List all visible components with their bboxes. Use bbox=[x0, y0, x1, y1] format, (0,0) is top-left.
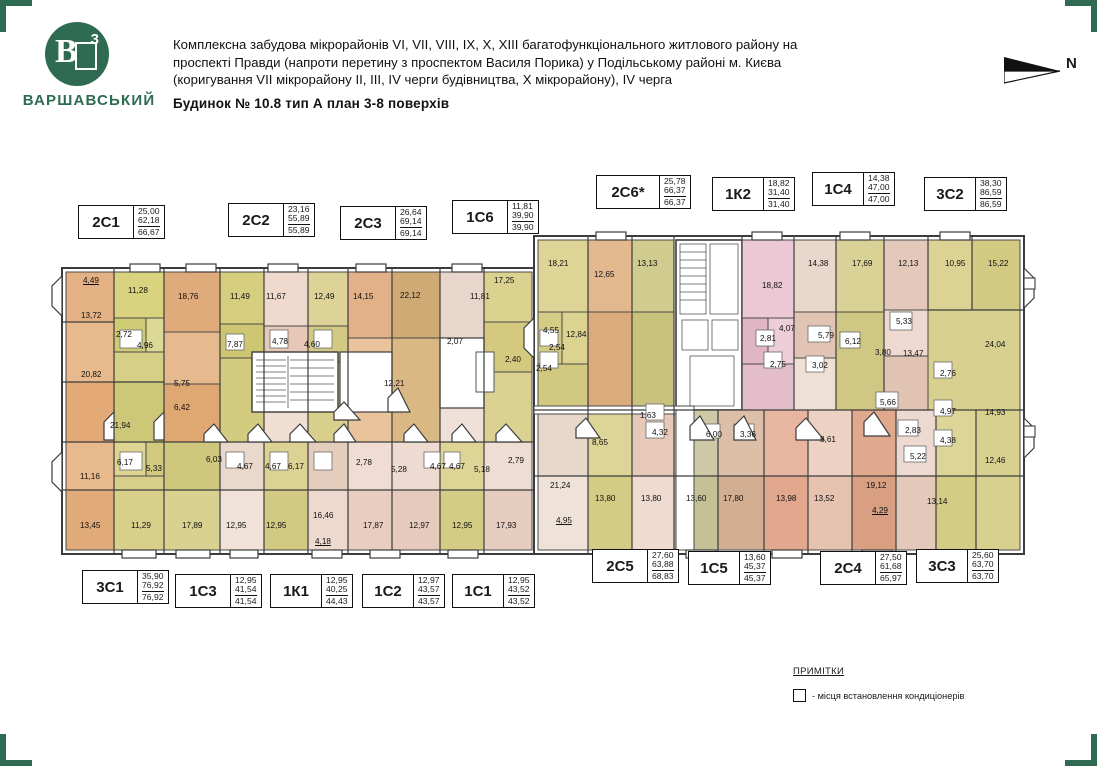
room-dimension: 12,13 bbox=[898, 259, 919, 268]
apartment-area-value: 12,97 bbox=[418, 575, 440, 585]
apartment-label-2с3 bbox=[340, 206, 427, 240]
apartment-area-value: 18,82 bbox=[768, 178, 790, 188]
room-dimension: 6,03 bbox=[206, 455, 222, 464]
room-dimension: 2,75 bbox=[770, 360, 786, 369]
apartment-area-value: 76,92 bbox=[142, 580, 164, 591]
room-dimension: 24,04 bbox=[985, 340, 1006, 349]
apartment-label-1с5 bbox=[688, 551, 771, 585]
apartment-code: 1С2 bbox=[362, 574, 414, 608]
room-dimension: 5,28 bbox=[391, 465, 407, 474]
apartment-code: 3С2 bbox=[924, 177, 976, 211]
apartment-area-value: 43,52 bbox=[508, 595, 530, 606]
apartment-code: 2С6* bbox=[596, 175, 660, 209]
room-dimension: 13,60 bbox=[686, 494, 707, 503]
apartment-area-value: 47,00 bbox=[868, 193, 890, 204]
apartment-label-3с1 bbox=[82, 570, 169, 604]
apartment-area-value: 25,78 bbox=[664, 176, 686, 186]
room-dimension: 5,18 bbox=[474, 465, 490, 474]
room-dimension: 13,98 bbox=[776, 494, 797, 503]
notes-title: ПРИМІТКИ bbox=[793, 666, 845, 677]
room-dimension: 12,46 bbox=[985, 456, 1006, 465]
room-dimension: 13,52 bbox=[814, 494, 835, 503]
room-dimension: 12,49 bbox=[314, 292, 335, 301]
apartment-label-1к1 bbox=[270, 574, 353, 608]
room-dimension: 18,21 bbox=[548, 259, 569, 268]
apartment-label-3с2 bbox=[924, 177, 1007, 211]
apartment-label-2с1 bbox=[78, 205, 165, 239]
apartment-area-value: 66,37 bbox=[664, 185, 686, 196]
room-dimension: 2,07 bbox=[447, 337, 463, 346]
room-dimension: 14,93 bbox=[985, 408, 1006, 417]
room-dimension: 3,36 bbox=[740, 430, 756, 439]
apartment-areas bbox=[138, 570, 169, 604]
apartment-label-1с3 bbox=[175, 574, 262, 608]
apartment-label-2с6star bbox=[596, 175, 691, 209]
room-dimension: 4,32 bbox=[652, 428, 668, 437]
apartment-code: 2С1 bbox=[78, 205, 134, 239]
apartment-area-value: 13,60 bbox=[744, 552, 766, 562]
room-dimension: 11,49 bbox=[230, 292, 250, 301]
apartment-area-value: 12,95 bbox=[508, 575, 530, 585]
apartment-areas bbox=[134, 205, 165, 239]
apartment-area-value: 62,18 bbox=[138, 215, 160, 226]
apartment-area-value: 43,57 bbox=[418, 595, 440, 606]
apartment-areas bbox=[864, 172, 895, 206]
room-dimension: 6,42 bbox=[174, 403, 190, 412]
apartment-code: 3С1 bbox=[82, 570, 138, 604]
apartment-label-1с1 bbox=[452, 574, 535, 608]
apartment-area-value: 31,40 bbox=[768, 198, 790, 209]
room-dimension: 17,89 bbox=[182, 521, 203, 530]
room-dimension: 4,49 bbox=[83, 276, 99, 285]
room-dimension: 22,12 bbox=[400, 291, 421, 300]
apartment-areas bbox=[284, 203, 315, 237]
room-dimension: 5,22 bbox=[910, 452, 926, 461]
room-dimension: 8,65 bbox=[592, 438, 608, 447]
apartment-code: 3С3 bbox=[916, 549, 968, 583]
apartment-areas bbox=[322, 574, 353, 608]
apartment-area-value: 12,95 bbox=[326, 575, 348, 585]
apartment-area-value: 12,95 bbox=[235, 575, 257, 585]
room-dimension: 12,84 bbox=[566, 330, 587, 339]
apartment-area-value: 86,59 bbox=[980, 187, 1002, 198]
apartment-area-value: 26,64 bbox=[400, 207, 422, 217]
room-dimension: 2,83 bbox=[905, 426, 921, 435]
room-dimension: 11,81 bbox=[470, 292, 490, 301]
apartment-area-value: 45,37 bbox=[744, 572, 766, 583]
room-dimension: 15,22 bbox=[988, 259, 1009, 268]
room-dimension: 2,54 bbox=[536, 364, 552, 373]
apartment-label-2с5 bbox=[592, 549, 679, 583]
apartment-area-value: 66,37 bbox=[664, 196, 686, 207]
apartment-area-value: 40,25 bbox=[326, 584, 348, 595]
apartment-areas bbox=[231, 574, 262, 608]
room-dimension: 20,82 bbox=[81, 370, 102, 379]
apartment-area-value: 35,90 bbox=[142, 571, 164, 581]
room-dimension: 11,28 bbox=[128, 286, 148, 295]
room-dimension: 19,12 bbox=[866, 481, 887, 490]
room-dimension: 8,61 bbox=[820, 435, 836, 444]
room-dimension: 14,38 bbox=[808, 259, 829, 268]
room-dimension: 17,69 bbox=[852, 259, 873, 268]
room-dimension: 3,80 bbox=[875, 348, 891, 357]
apartment-area-value: 39,90 bbox=[512, 210, 534, 221]
room-dimension: 4,67 bbox=[237, 462, 253, 471]
room-dimension: 13,13 bbox=[637, 259, 658, 268]
room-dimension: 12,95 bbox=[452, 521, 473, 530]
apartment-areas bbox=[976, 177, 1007, 211]
room-dimension: 4,78 bbox=[272, 337, 288, 346]
room-dimension: 12,21 bbox=[384, 379, 405, 388]
apartment-label-1к2 bbox=[712, 177, 795, 211]
room-dimension: 4,67 bbox=[265, 462, 281, 471]
room-dimension: 17,93 bbox=[496, 521, 517, 530]
apartment-area-value: 38,30 bbox=[980, 178, 1002, 188]
room-dimension: 14,15 bbox=[353, 292, 374, 301]
room-dimension: 1,63 bbox=[640, 411, 656, 420]
room-dimension: 4,95 bbox=[556, 516, 572, 525]
room-dimension: 13,80 bbox=[595, 494, 616, 503]
notes-block bbox=[793, 666, 1053, 702]
apartment-area-value: 65,97 bbox=[880, 572, 902, 583]
room-dimension: 13,72 bbox=[81, 311, 102, 320]
room-dimension: 4,07 bbox=[779, 324, 795, 333]
room-dimension: 5,79 bbox=[818, 331, 834, 340]
room-dimension: 4,67 bbox=[430, 462, 446, 471]
room-dimension: 12,97 bbox=[409, 521, 430, 530]
apartment-area-value: 43,57 bbox=[418, 584, 440, 595]
title-line-3: (коригування VII мікрорайону II, III, IV черги будівництва, X мікрорайону), IV черга bbox=[173, 72, 673, 87]
room-dimension: 4,38 bbox=[940, 436, 956, 445]
room-dimension: 4,60 bbox=[304, 340, 320, 349]
apartment-areas bbox=[660, 175, 691, 209]
room-dimension: 17,87 bbox=[363, 521, 384, 530]
apartment-area-value: 68,83 bbox=[652, 570, 674, 581]
room-dimension: 12,65 bbox=[594, 270, 615, 279]
apartment-code: 2С2 bbox=[228, 203, 284, 237]
apartment-area-value: 61,68 bbox=[880, 561, 902, 572]
apartment-area-value: 25,00 bbox=[138, 206, 160, 216]
room-dimension: 4,97 bbox=[940, 407, 956, 416]
apartment-area-value: 44,43 bbox=[326, 595, 348, 606]
logo-wordmark: ВАРШАВСЬКИЙ bbox=[22, 92, 156, 109]
room-dimension: 10,95 bbox=[945, 259, 966, 268]
apartment-code: 1С6 bbox=[452, 200, 508, 234]
apartment-area-value: 69,14 bbox=[400, 227, 422, 238]
room-dimension: 2,72 bbox=[116, 330, 132, 339]
apartment-code: 1С3 bbox=[175, 574, 231, 608]
room-dimension: 5,33 bbox=[896, 317, 912, 326]
room-dimension: 2,40 bbox=[505, 355, 521, 364]
room-dimension: 13,14 bbox=[927, 497, 948, 506]
apartment-areas bbox=[508, 200, 539, 234]
room-dimension: 6,17 bbox=[288, 462, 304, 471]
apartment-code: 1С1 bbox=[452, 574, 504, 608]
room-dimension: 17,25 bbox=[494, 276, 515, 285]
room-dimension: 11,29 bbox=[131, 521, 151, 530]
title-line-2: проспекті Правди (напроти перетину з проспектом Василя Порика) у Подільському районі м. Києва bbox=[173, 54, 782, 70]
plan-subtitle: Будинок № 10.8 тип А план 3-8 поверхів bbox=[173, 95, 450, 111]
room-dimension: 6,12 bbox=[845, 337, 861, 346]
apartment-label-1с4 bbox=[812, 172, 895, 206]
apartment-areas bbox=[396, 206, 427, 240]
room-dimension: 5,66 bbox=[880, 398, 896, 407]
title-line-1: Комплексна забудова мікрорайонів VI, VII, VIII, IX, X, XIII багатофункціонального житлового району на bbox=[173, 37, 798, 52]
room-dimension: 5,75 bbox=[174, 379, 190, 388]
apartment-area-value: 63,70 bbox=[972, 570, 994, 581]
room-dimension: 11,67 bbox=[266, 292, 286, 301]
apartment-areas bbox=[504, 574, 535, 608]
apartment-area-value: 39,90 bbox=[512, 221, 534, 232]
apartment-area-value: 11,81 bbox=[512, 201, 533, 211]
apartment-code: 1К2 bbox=[712, 177, 764, 211]
room-dimension: 3,02 bbox=[812, 361, 828, 370]
room-dimension: 6,00 bbox=[706, 430, 722, 439]
room-dimension: 13,45 bbox=[80, 521, 101, 530]
room-dimension: 2,76 bbox=[940, 369, 956, 378]
apartment-area-value: 63,88 bbox=[652, 559, 674, 570]
apartment-area-value: 55,89 bbox=[288, 213, 310, 224]
apartment-area-value: 27,50 bbox=[880, 552, 902, 562]
legend-row bbox=[793, 689, 1053, 702]
apartment-area-value: 45,37 bbox=[744, 561, 766, 572]
room-dimension: 21,94 bbox=[110, 421, 131, 430]
apartment-area-value: 41,54 bbox=[235, 595, 257, 606]
apartment-area-value: 43,52 bbox=[508, 584, 530, 595]
apartment-areas bbox=[876, 551, 907, 585]
apartment-areas bbox=[968, 549, 999, 583]
apartment-label-1с2 bbox=[362, 574, 445, 608]
room-dimension: 4,18 bbox=[315, 537, 331, 546]
room-dimension: 4,55 bbox=[543, 326, 559, 335]
apartment-code: 2С5 bbox=[592, 549, 648, 583]
apartment-area-value: 86,59 bbox=[980, 198, 1002, 209]
apartment-label-1с6 bbox=[452, 200, 539, 234]
apartment-code: 1С4 bbox=[812, 172, 864, 206]
room-dimension: 11,16 bbox=[80, 472, 100, 481]
apartment-code: 1С5 bbox=[688, 551, 740, 585]
room-dimension: 16,46 bbox=[313, 511, 334, 520]
room-dimension: 4,96 bbox=[137, 341, 153, 350]
apartment-areas bbox=[414, 574, 445, 608]
room-dimension: 7,87 bbox=[227, 340, 243, 349]
apartment-area-value: 66,67 bbox=[138, 226, 160, 237]
apartment-code: 2С3 bbox=[340, 206, 396, 240]
room-dimension: 18,76 bbox=[178, 292, 199, 301]
room-dimension: 13,80 bbox=[641, 494, 662, 503]
room-dimension: 4,29 bbox=[872, 506, 888, 515]
room-dimension: 2,79 bbox=[508, 456, 524, 465]
apartment-area-value: 63,70 bbox=[972, 559, 994, 570]
apartment-code: 1К1 bbox=[270, 574, 322, 608]
room-dimension: 5,33 bbox=[146, 464, 162, 473]
room-dimension: 21,24 bbox=[550, 481, 571, 490]
apartment-areas bbox=[764, 177, 795, 211]
room-dimension: 2,81 bbox=[760, 334, 776, 343]
legend-label: - місця встановлення кондиціонерів bbox=[812, 690, 965, 701]
apartment-areas bbox=[648, 549, 679, 583]
logo-number: 3 bbox=[90, 31, 99, 48]
apartment-area-value: 76,92 bbox=[142, 591, 164, 602]
compass-label: N bbox=[1066, 55, 1077, 72]
apartment-area-value: 31,40 bbox=[768, 187, 790, 198]
apartment-area-value: 41,54 bbox=[235, 584, 257, 595]
apartment-area-value: 47,00 bbox=[868, 182, 890, 193]
apartment-label-3с3 bbox=[916, 549, 999, 583]
apartment-area-value: 23,16 bbox=[288, 204, 310, 214]
apartment-areas bbox=[740, 551, 771, 585]
room-dimension: 18,82 bbox=[762, 281, 783, 290]
room-dimension: 12,95 bbox=[266, 521, 287, 530]
logo-letter: В bbox=[55, 33, 78, 70]
apartment-area-value: 25,60 bbox=[972, 550, 994, 560]
apartment-area-value: 27,60 bbox=[652, 550, 674, 560]
apartment-area-value: 55,89 bbox=[288, 224, 310, 235]
apartment-label-2с2 bbox=[228, 203, 315, 237]
room-dimension: 2,78 bbox=[356, 458, 372, 467]
room-dimension: 13,47 bbox=[903, 349, 924, 358]
room-dimension: 6,17 bbox=[117, 458, 133, 467]
apartment-area-value: 69,14 bbox=[400, 216, 422, 227]
room-dimension: 2,54 bbox=[549, 343, 565, 352]
apartment-area-value: 14,38 bbox=[868, 173, 890, 183]
apartment-code: 2С4 bbox=[820, 551, 876, 585]
room-dimension: 17,80 bbox=[723, 494, 744, 503]
room-dimension: 4,67 bbox=[449, 462, 465, 471]
room-dimension: 12,95 bbox=[226, 521, 247, 530]
apartment-label-2с4 bbox=[820, 551, 907, 585]
ac-location-square-icon bbox=[793, 689, 806, 702]
